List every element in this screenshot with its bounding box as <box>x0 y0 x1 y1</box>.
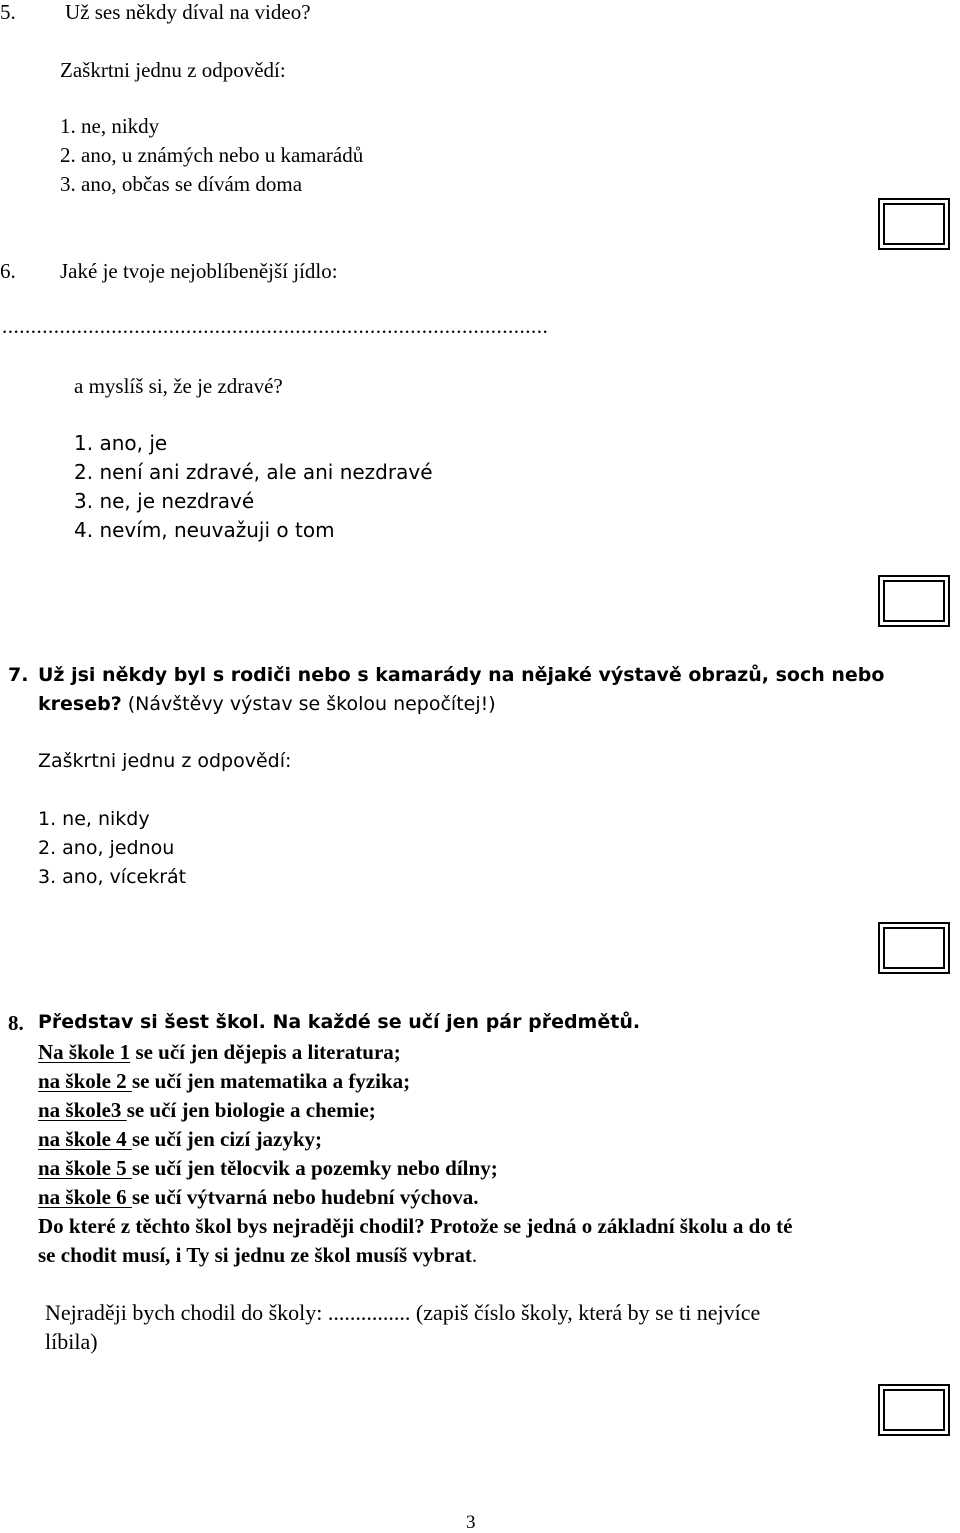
q6-option-1: 1. ano, je <box>74 431 168 455</box>
q8-school-3 <box>38 1100 376 1121</box>
q8-school-2 <box>38 1071 410 1092</box>
q8-school-1 <box>38 1042 401 1063</box>
q8-school-4-label: na škole 4 <box>38 1127 132 1151</box>
q8-school-6-text: se učí výtvarná nebo hudební výchova. <box>131 1185 479 1209</box>
q8-answer-line1: Nejraději bych chodil do školy: ............... (zapiš číslo školy, která by se ti nejvíce <box>45 1300 761 1325</box>
q5-question: Už ses někdy díval na video? <box>65 0 311 24</box>
q8-school-5 <box>38 1158 498 1179</box>
q8-school-3-label: na škole3 <box>38 1098 127 1122</box>
q6-answer-dots: ............................................................................................... <box>2 314 549 338</box>
q5-option-1: 1. ne, nikdy <box>60 114 160 138</box>
q8-question-line1: Do které z těchto škol bys nejraději chodil? Protože se jedná o základní školu a do té <box>38 1214 793 1238</box>
q7-option-3: 3. ano, vícekrát <box>38 866 187 888</box>
q7-instruction: Zaškrtni jednu z odpovědí: <box>38 750 292 772</box>
q8-school-4 <box>38 1129 322 1150</box>
q7-answer-box[interactable] <box>878 922 950 974</box>
q6-question: Jaké je tvoje nejoblíbenější jídlo: <box>60 259 338 283</box>
q8-school-2-text: se učí jen matematika a fyzika; <box>131 1069 411 1093</box>
q8-question-line2-period: . <box>471 1243 478 1267</box>
q6-option-2: 2. není ani zdravé, ale ani nezdravé <box>74 460 433 484</box>
q6-answer-box[interactable] <box>878 575 950 627</box>
q5-answer-box[interactable] <box>878 198 950 250</box>
q8-school-2-label: na škole 2 <box>38 1069 132 1093</box>
q7-question-line2 <box>38 695 496 714</box>
q5-instruction: Zaškrtni jednu z odpovědí: <box>60 58 286 82</box>
q8-school-5-label: na škole 5 <box>38 1156 132 1180</box>
page-number: 3 <box>466 1512 476 1533</box>
q8-school-6 <box>38 1187 479 1208</box>
q6-option-4: 4. nevím, neuvažuji o tom <box>74 518 335 542</box>
q8-answer-line2: líbila) <box>45 1329 98 1354</box>
q7-question-bold: kreseb? <box>38 693 122 715</box>
q7-option-2: 2. ano, jednou <box>38 837 175 859</box>
q6-option-3: 3. ne, je nezdravé <box>74 489 255 513</box>
q7-option-1: 1. ne, nikdy <box>38 808 150 830</box>
q8-intro: Představ si šest škol. Na každé se učí jen pár předmětů. <box>38 1011 641 1033</box>
q5-option-3: 3. ano, občas se dívám doma <box>60 172 303 196</box>
q5-option-2: 2. ano, u známých nebo u kamarádů <box>60 143 364 167</box>
q7-question-line1: Už jsi někdy byl s rodiči nebo s kamarády na nějaké výstavě obrazů, soch nebo <box>38 664 885 686</box>
q5-number: 5. <box>0 0 16 24</box>
q8-answer-box[interactable] <box>878 1384 950 1436</box>
q8-school-6-label: na škole 6 <box>38 1185 132 1209</box>
q8-school-3-text: se učí jen biologie a chemie; <box>126 1098 376 1122</box>
q8-school-5-text: se učí jen tělocvik a pozemky nebo dílny; <box>131 1156 498 1180</box>
q8-school-4-text: se učí jen cizí jazyky; <box>131 1127 323 1151</box>
q6-subquestion: a myslíš si, že je zdravé? <box>74 374 283 398</box>
q8-question-line2 <box>38 1245 477 1266</box>
q8-question-line2-text: se chodit musí, i Ty si jednu ze škol musíš vybrat <box>38 1243 472 1267</box>
q8-school-1-label: Na škole 1 <box>38 1040 131 1064</box>
q7-question-note: (Návštěvy výstav se školou nepočítej!) <box>121 693 496 715</box>
q7-number: 7. <box>8 664 29 686</box>
q6-number: 6. <box>0 259 16 283</box>
q8-school-1-text: se učí jen dějepis a literatura; <box>130 1040 401 1064</box>
q8-number: 8. <box>8 1011 24 1035</box>
